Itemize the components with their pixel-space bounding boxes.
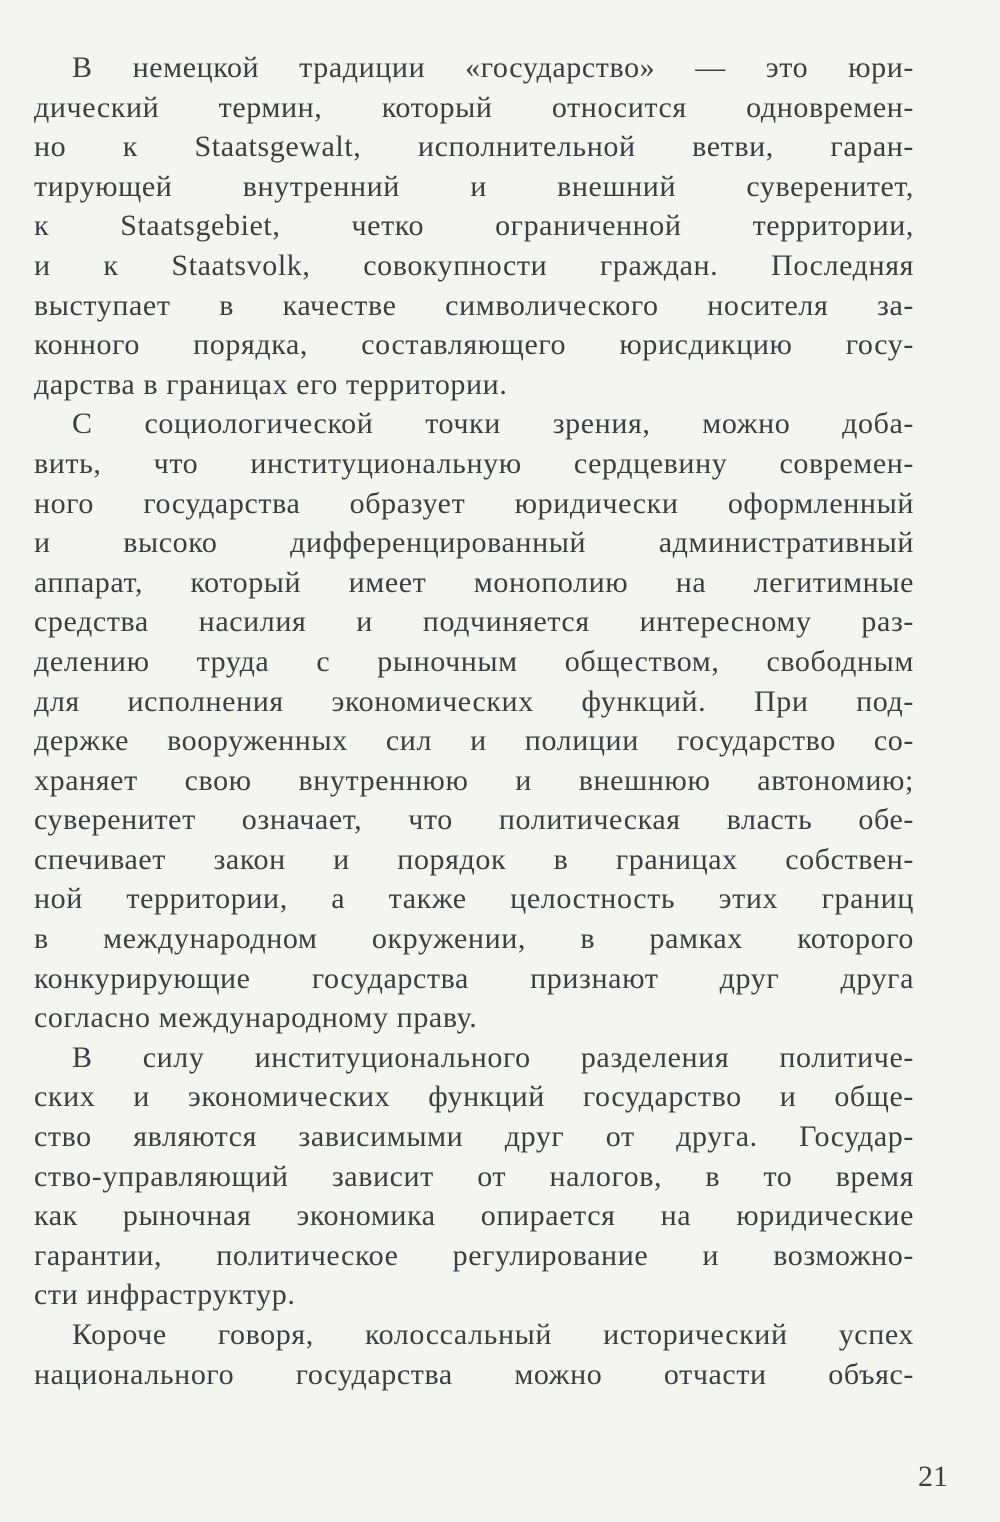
text-line: тирующей внутренний и внешний суверенитет,	[34, 169, 914, 203]
text-line: храняет свою внутреннюю и внешнюю автономию;	[34, 763, 914, 797]
page-body	[34, 48, 914, 1394]
text-line: к Staatsgebiet, четко ограниченной территории,	[34, 209, 914, 243]
text-line: В силу институционального разделения политиче-	[72, 1040, 914, 1074]
text-line: как рыночная экономика опирается на юридические	[34, 1199, 914, 1233]
text-line: и высоко дифференцированный административный	[34, 526, 914, 560]
text-line: делению труда с рыночным обществом, свободным	[34, 644, 914, 678]
text-line: спечивает закон и порядок в границах собствен-	[34, 842, 914, 876]
text-line: В немецкой традиции «государство» — это юри-	[72, 51, 914, 84]
paragraph	[34, 1315, 914, 1394]
text-line: С социологической точки зрения, можно доба-	[72, 407, 914, 441]
text-line: аппарат, который имеет монополию на легитимные	[34, 565, 914, 599]
text-line: национального государства можно отчасти объяс-	[34, 1357, 914, 1391]
page-number: 21	[918, 1460, 948, 1493]
text-line: в международном окружении, в рамках которого	[34, 922, 914, 956]
text-line: дический термин, который относится одновремен-	[34, 90, 914, 124]
text-line: гарантии, политическое регулирование и возможно-	[34, 1238, 914, 1272]
text-line: средства насилия и подчиняется интересному раз-	[34, 605, 914, 639]
text-line: ских и экономических функций государство и обще-	[34, 1080, 914, 1114]
text-line: дарства в границах его территории.	[34, 367, 508, 401]
paragraph	[34, 1038, 914, 1315]
paragraph	[34, 404, 914, 1038]
text-line: ного государства образует юридически оформленный	[34, 486, 914, 520]
text-line: согласно международному праву.	[34, 1001, 478, 1035]
text-line: для исполнения экономических функций. При под-	[34, 684, 914, 718]
text-line: вить, что институциональную сердцевину современ-	[34, 446, 914, 480]
paragraph	[34, 48, 914, 404]
text-line: выступает в качестве символического носителя за-	[34, 288, 914, 322]
text-line: но к Staatsgewalt, исполнительной ветви, гаран-	[34, 130, 914, 164]
text-line: конного порядка, составляющего юрисдикцию госу-	[34, 328, 914, 362]
text-line: держке вооруженных сил и полиции государство со-	[34, 724, 914, 758]
text-line: ство-управляющий зависит от налогов, в то время	[34, 1159, 914, 1193]
text-line: Короче говоря, колоссальный исторический успех	[72, 1318, 914, 1351]
text-line: суверенитет означает, что политическая власть обе-	[34, 803, 914, 837]
text-line: ной территории, а также целостность этих границ	[34, 882, 914, 916]
text-line: и к Staatsvolk, совокупности граждан. Последняя	[34, 248, 914, 282]
text-line: ство являются зависимыми друг от друга. Государ-	[34, 1120, 914, 1154]
text-line: конкурирующие государства признают друг друга	[34, 961, 914, 995]
text-line: сти инфраструктур.	[34, 1278, 296, 1312]
